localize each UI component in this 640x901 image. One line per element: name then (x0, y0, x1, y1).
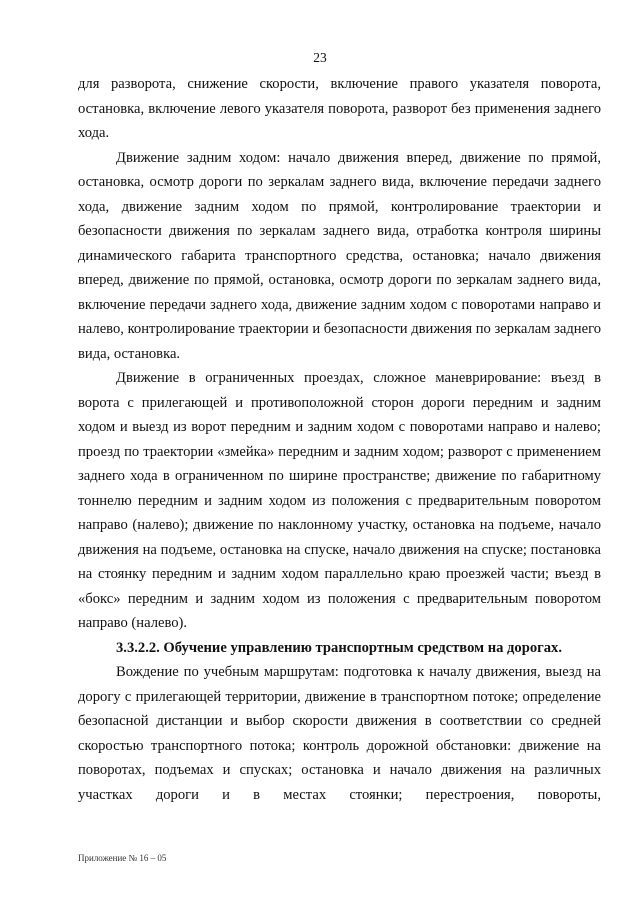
paragraph-limited-passages: Движение в ограниченных проездах, сложное маневрирование: въезд в ворота с прилегающей и противоположной сторон дороги передним и задним ходом и выезд из ворот передним и задним ходом с поворотами направо и налево; проезд по траектории «змейка» передним и задним ходом; разворот с применением заднего хода в ограниченном по ширине пространстве; движение по габаритному тоннелю передним и задним ходом из положения с предварительным поворотом направо (налево); движение по наклонному участку, остановка на подъеме, начало движения на подъеме, остановка на спуске, начало движения на спуске; постановка на стоянку передним и задним ходом параллельно краю проезжей части; въезд в «бокс» передним и задним ходом из положения с предварительным поворотом направо (налево). (78, 370, 601, 631)
section-heading: 3.3.2.2. Обучение управлению транспортным средством на дорогах. (116, 639, 563, 656)
body-text (78, 72, 601, 807)
footer-note: Приложение № 16 – 05 (78, 853, 167, 863)
paragraph-continued: для разворота, снижение скорости, включение правого указателя поворота, остановка, включение левого указателя поворота, разворот без применения заднего хода. (78, 76, 601, 141)
paragraph-reverse-driving: Движение задним ходом: начало движения вперед, движение по прямой, остановка, осмотр дороги по зеркалам заднего вида, включение передачи заднего хода, движение задним ходом по прямой, контролирование траектории и безопасности движения по зеркалам заднего вида, отработка контроля ширины динамического габарита транспортного средства, остановка; начало движения вперед, движение по прямой, остановка, осмотр дороги по зеркалам заднего вида, включение передачи заднего хода, движение задним ходом с поворотами направо и налево, контролирование траектории и безопасности движения по зеркалам заднего вида, остановка. (78, 149, 601, 362)
page-number: 23 (313, 50, 327, 65)
paragraph-training-routes: Вождение по учебным маршрутам: подготовка к началу движения, выезд на дорогу с прилегающей территории, движение в транспортном потоке; определение безопасной дистанции и выбор скорости движения в соответствии со средней скоростью транспортного потока; контроль дорожной обстановки: движение на поворотах, подъемах и спусках; остановка и начало движения на различных участках дороги и в местах стоянки; перестроения, повороты, (78, 664, 601, 803)
